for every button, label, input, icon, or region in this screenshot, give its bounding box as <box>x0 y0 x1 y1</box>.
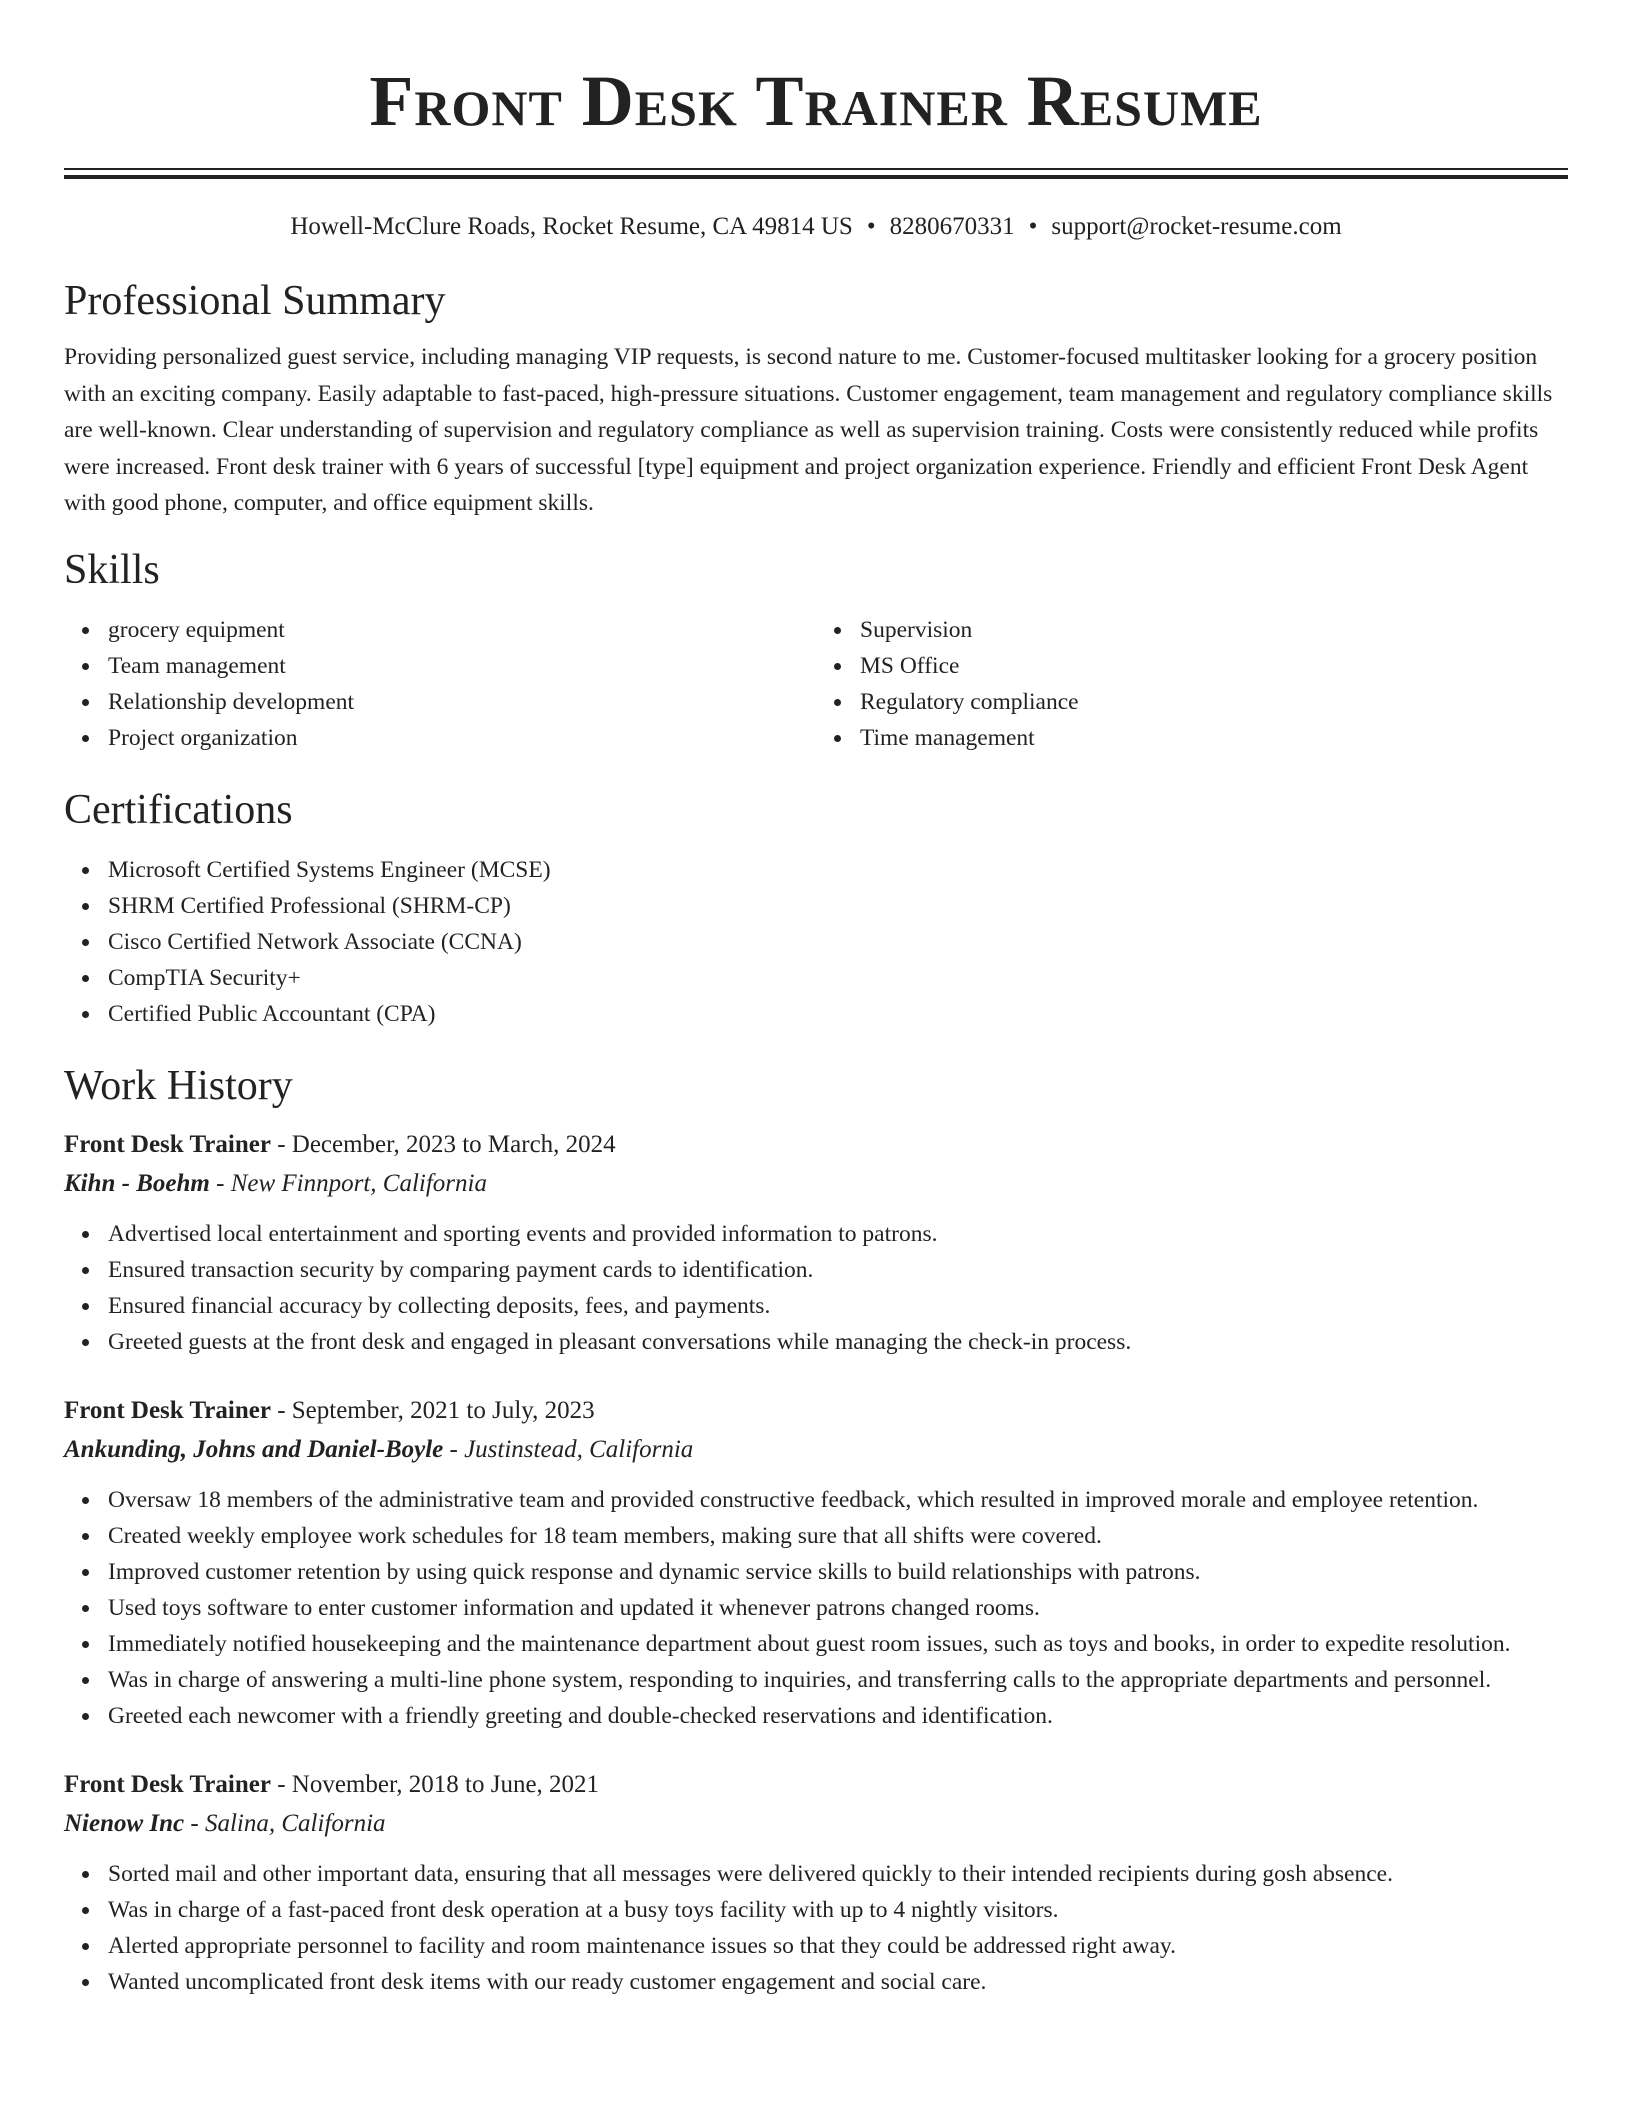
summary-text: Providing personalized guest service, including managing VIP requests, is second nature to me. Customer-focused multitasker looking for a grocery position with an exciting company. Easily adaptable to fast-paced, high-pressure situations. Customer engagement, team management and regulatory compliance skills are well-known. Clear understanding of supervision and regulatory compliance as well as supervision training. Costs were consistently reduced while profits were increased. Front desk trainer with 6 years of successful [type] equipment and project organization experience. Friendly and efficient Front Desk Agent with good phone, computer, and office equipment skills. <box>64 344 1553 516</box>
job-bullet: Improved customer retention by using quick response and dynamic service skills to build relationships with patrons. <box>108 1554 1568 1590</box>
job-location: - Justinstead, California <box>443 1435 694 1463</box>
skill-item: Team management <box>108 648 816 684</box>
job-entry <box>64 1126 1568 1360</box>
job-header <box>64 1392 1568 1430</box>
certifications-list <box>64 852 1568 1032</box>
job-company: Kihn - Boehm <box>64 1169 210 1197</box>
certification-item: SHRM Certified Professional (SHRM-CP) <box>108 888 1568 924</box>
certifications-heading: Certifications <box>64 786 293 833</box>
job-bullet: Alerted appropriate personnel to facility and room maintenance issues so that they could be addressed right away. <box>108 1928 1568 1964</box>
job-dates: - November, 2018 to June, 2021 <box>270 1770 600 1798</box>
job-role: Front Desk Trainer <box>64 1396 271 1424</box>
job-role: Front Desk Trainer <box>64 1130 271 1158</box>
summary-heading: Professional Summary <box>64 278 446 324</box>
job-bullet: Was in charge of answering a multi-line phone system, responding to inquiries, and transferring calls to the appropriate departments and personnel. <box>108 1662 1568 1698</box>
job-bullet: Ensured financial accuracy by collecting deposits, fees, and payments. <box>108 1288 1568 1324</box>
job-location: - Salina, California <box>184 1809 386 1837</box>
job-bullet: Created weekly employee work schedules for 18 team members, making sure that all shifts were covered. <box>108 1518 1568 1554</box>
job-header <box>64 1126 1568 1164</box>
skills-column-left <box>64 612 816 756</box>
job-bullet: Oversaw 18 members of the administrative team and provided constructive feedback, which resulted in improved morale and employee retention. <box>108 1482 1568 1518</box>
job-company: Ankunding, Johns and Daniel-Boyle <box>64 1435 444 1463</box>
certification-item: Cisco Certified Network Associate (CCNA) <box>108 924 1568 960</box>
skill-item: Project organization <box>108 720 816 756</box>
work-history-heading: Work History <box>64 1062 293 1109</box>
certification-item: Certified Public Accountant (CPA) <box>108 996 1568 1032</box>
skill-item: Supervision <box>860 612 1568 648</box>
certification-item: CompTIA Security+ <box>108 960 1568 996</box>
skills-grid <box>64 612 1568 756</box>
contact-separator: • <box>1028 213 1038 240</box>
job-header <box>64 1766 1568 1804</box>
job-bullet: Used toys software to enter customer information and updated it whenever patrons changed rooms. <box>108 1590 1568 1626</box>
job-bullet: Ensured transaction security by comparing payment cards to identification. <box>108 1252 1568 1288</box>
certification-item: Microsoft Certified Systems Engineer (MCSE) <box>108 852 1568 888</box>
job-bullet: Greeted each newcomer with a friendly greeting and double-checked reservations and identification. <box>108 1698 1568 1734</box>
job-entry <box>64 1392 1568 1734</box>
job-bullets <box>64 1216 1568 1360</box>
job-entry <box>64 1766 1568 2000</box>
job-bullets <box>64 1856 1568 2000</box>
job-bullet: Immediately notified housekeeping and the maintenance department about guest room issues, such as toys and books, in order to expedite resolution. <box>108 1626 1568 1662</box>
contact-separator: • <box>866 213 876 240</box>
skill-item: Regulatory compliance <box>860 684 1568 720</box>
contact-address: Howell-McClure Roads, Rocket Resume, CA 49814 US <box>290 213 853 240</box>
skills-column-right <box>816 612 1568 756</box>
contact-phone: 8280670331 <box>889 213 1015 240</box>
certifications-section <box>64 784 1568 1032</box>
job-company-line <box>64 1430 1568 1470</box>
job-company: Nienow Inc <box>64 1809 185 1837</box>
skill-item: Relationship development <box>108 684 816 720</box>
job-bullets <box>64 1482 1568 1734</box>
job-bullet: Sorted mail and other important data, ensuring that all messages were delivered quickly to their intended recipients during gosh absence. <box>108 1856 1568 1892</box>
job-dates: - September, 2021 to July, 2023 <box>270 1396 595 1424</box>
job-bullet: Was in charge of a fast-paced front desk operation at a busy toys facility with up to 4 nightly visitors. <box>108 1892 1568 1928</box>
job-company-line <box>64 1164 1568 1204</box>
skill-item: MS Office <box>860 648 1568 684</box>
skills-heading: Skills <box>64 546 160 593</box>
job-location: - New Finnport, California <box>209 1169 487 1197</box>
job-role: Front Desk Trainer <box>64 1770 271 1798</box>
job-bullet: Greeted guests at the front desk and engaged in pleasant conversations while managing the check-in process. <box>108 1324 1568 1360</box>
skill-item: grocery equipment <box>108 612 816 648</box>
job-bullet: Wanted uncomplicated front desk items with our ready customer engagement and social care. <box>108 1964 1568 2000</box>
skill-item: Time management <box>860 720 1568 756</box>
skills-section <box>64 544 1568 756</box>
contact-email: support@rocket-resume.com <box>1051 213 1342 240</box>
work-history-section <box>64 1060 1568 2000</box>
summary-section <box>64 275 1568 522</box>
resume-title: Front Desk Trainer Resume <box>369 61 1263 141</box>
contact-line <box>64 211 1568 243</box>
job-bullet: Advertised local entertainment and sporting events and provided information to patrons. <box>108 1216 1568 1252</box>
title-divider <box>64 168 1568 179</box>
job-company-line <box>64 1804 1568 1844</box>
job-dates: - December, 2023 to March, 2024 <box>270 1130 616 1158</box>
